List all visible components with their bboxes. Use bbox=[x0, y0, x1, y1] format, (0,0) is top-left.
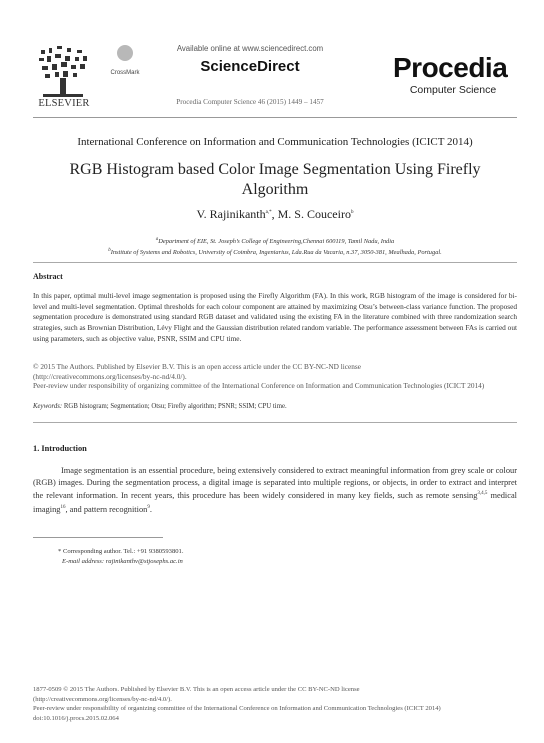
footer-copyright: 1877-0509 © 2015 The Authors. Published by Elsevier B.V. This is an open access article under the CC BY-NC-ND license bbox=[33, 686, 360, 693]
conference-name: International Conference on Information and Communication Technologies (ICICT 2014) bbox=[77, 136, 473, 148]
journal-reference: Procedia Computer Science 46 (2015) 1449 – 1457 bbox=[176, 98, 324, 106]
corresponding-author: * Corresponding author. Tel.: +91 9380593801. bbox=[58, 548, 184, 555]
affiliation-b-marker: b bbox=[108, 248, 111, 254]
author-email[interactable]: E-mail address: rajinikanthv@stjosephs.ac.in bbox=[62, 558, 183, 565]
publisher-name: ELSEVIER bbox=[38, 98, 90, 109]
peer-review-statement: Peer-review under responsibility of organizing committee of the International Conference on Information and Communication Technologies (ICICT 2014) bbox=[33, 381, 485, 391]
footer-license-link[interactable]: (http://creativecommons.org/licenses/by-nc-nd/4.0/). bbox=[33, 695, 172, 703]
footer-peer-review: Peer-review under responsibility of organizing committee of the International Conference on Information and Communication Technologies (ICICT 2014) bbox=[33, 705, 441, 712]
abstract-text: In this paper, optimal multi-level image segmentation is proposed using the Firefly Algorithm (FA). In this work, RGB histogram of the image is considered for bi-level and multi-level segmentation. Optimal thresholds for each colour component are attained by maximizing Otsu’s between-class variance function. The proposed segmentation procedure is demonstrated using standard RGB dataset and validated using the existing FA in the literature combined with three randomization search strategies, such as Brownian Distribution, Lévy Flight and the Gaussian distribution related random variable. The performance assessment between FAs is carried out using parameters, such as objective value, PSNR, SSIM and CPU time. bbox=[33, 291, 517, 343]
doi-link[interactable]: doi:10.1016/j.procs.2015.02.064 bbox=[33, 714, 119, 722]
copyright-line-1: © 2015 The Authors. Published by Elsevier B.V. This is an open access article under the CC BY-NC-ND license bbox=[33, 362, 361, 371]
author-list bbox=[33, 207, 517, 222]
author-2: M. S. Couceiro bbox=[277, 207, 351, 221]
keywords-label: Keywords: bbox=[33, 403, 63, 410]
intro-text-4: . bbox=[149, 504, 152, 514]
procedia-subtitle: Computer Science bbox=[409, 84, 497, 96]
elsevier-tree-logo bbox=[33, 42, 93, 106]
copyright-notice bbox=[33, 362, 517, 391]
keywords-text: RGB histogram; Segmentation; Otsu; Firefly algorithm; PSNR; SSIM; CPU time. bbox=[62, 403, 287, 410]
affiliation-a-marker: a bbox=[155, 237, 159, 242]
page-footer bbox=[33, 685, 523, 723]
intro-text-1: Image segmentation is an essential procedure, being extensively considered to extract meaningful information from grey scale or colour (RGB) images. During the segmentation process, a digital image is separated into multiple regions, or objects, in order to extract and interpret the relevant information. In recent years, this procedure has been widely considered in many key fields, such as remote sensing bbox=[33, 466, 517, 500]
author-1-marker: a,* bbox=[265, 210, 272, 215]
intro-text-2: medical imaging bbox=[33, 490, 517, 514]
citation-remote-sensing[interactable]: 3,4,5 bbox=[477, 491, 488, 497]
available-online-link[interactable]: Available online at www.sciencedirect.com bbox=[176, 44, 324, 53]
intro-text-3: , and pattern recognition bbox=[65, 504, 148, 514]
citation-medical-imaging[interactable]: 16 bbox=[60, 504, 66, 510]
affiliation-b bbox=[33, 246, 517, 257]
paper-title: RGB Histogram based Color Image Segmentation Using Firefly Algorithm bbox=[69, 161, 481, 198]
footnote-divider bbox=[33, 537, 163, 538]
procedia-logo: Procedia bbox=[393, 52, 508, 83]
abstract-bottom-divider bbox=[33, 422, 517, 423]
introduction-heading: 1. Introduction bbox=[33, 444, 87, 453]
introduction-paragraph bbox=[33, 465, 517, 515]
affiliations bbox=[33, 235, 517, 257]
author-separator: , bbox=[271, 207, 278, 221]
affiliation-b-text: Institute of Systems and Robotics, University of Coimbra, Ingeniarius, Lda.Rua da Vacaria, n.37, 3050-381, Mealhada, Portugal. bbox=[110, 249, 442, 257]
author-1: V. Rajinikanth bbox=[196, 207, 266, 221]
keywords bbox=[33, 403, 517, 410]
abstract-top-divider bbox=[33, 262, 517, 263]
header-divider bbox=[33, 117, 517, 118]
affiliation-a-text: Department of EIE, St. Joseph’s College of Engineering,Chennai 600119, Tamil Nadu, India bbox=[158, 238, 395, 246]
affiliation-a bbox=[33, 235, 517, 246]
crossmark-label: CrossMark bbox=[110, 70, 140, 76]
license-link[interactable]: (http://creativecommons.org/licenses/by-nc-nd/4.0/). bbox=[33, 371, 187, 381]
citation-pattern-recognition[interactable]: 9 bbox=[147, 504, 150, 510]
sciencedirect-logo: ScienceDirect bbox=[200, 58, 300, 75]
author-2-marker: b bbox=[350, 210, 354, 215]
abstract-heading: Abstract bbox=[33, 272, 63, 281]
crossmark-icon[interactable] bbox=[117, 45, 133, 61]
